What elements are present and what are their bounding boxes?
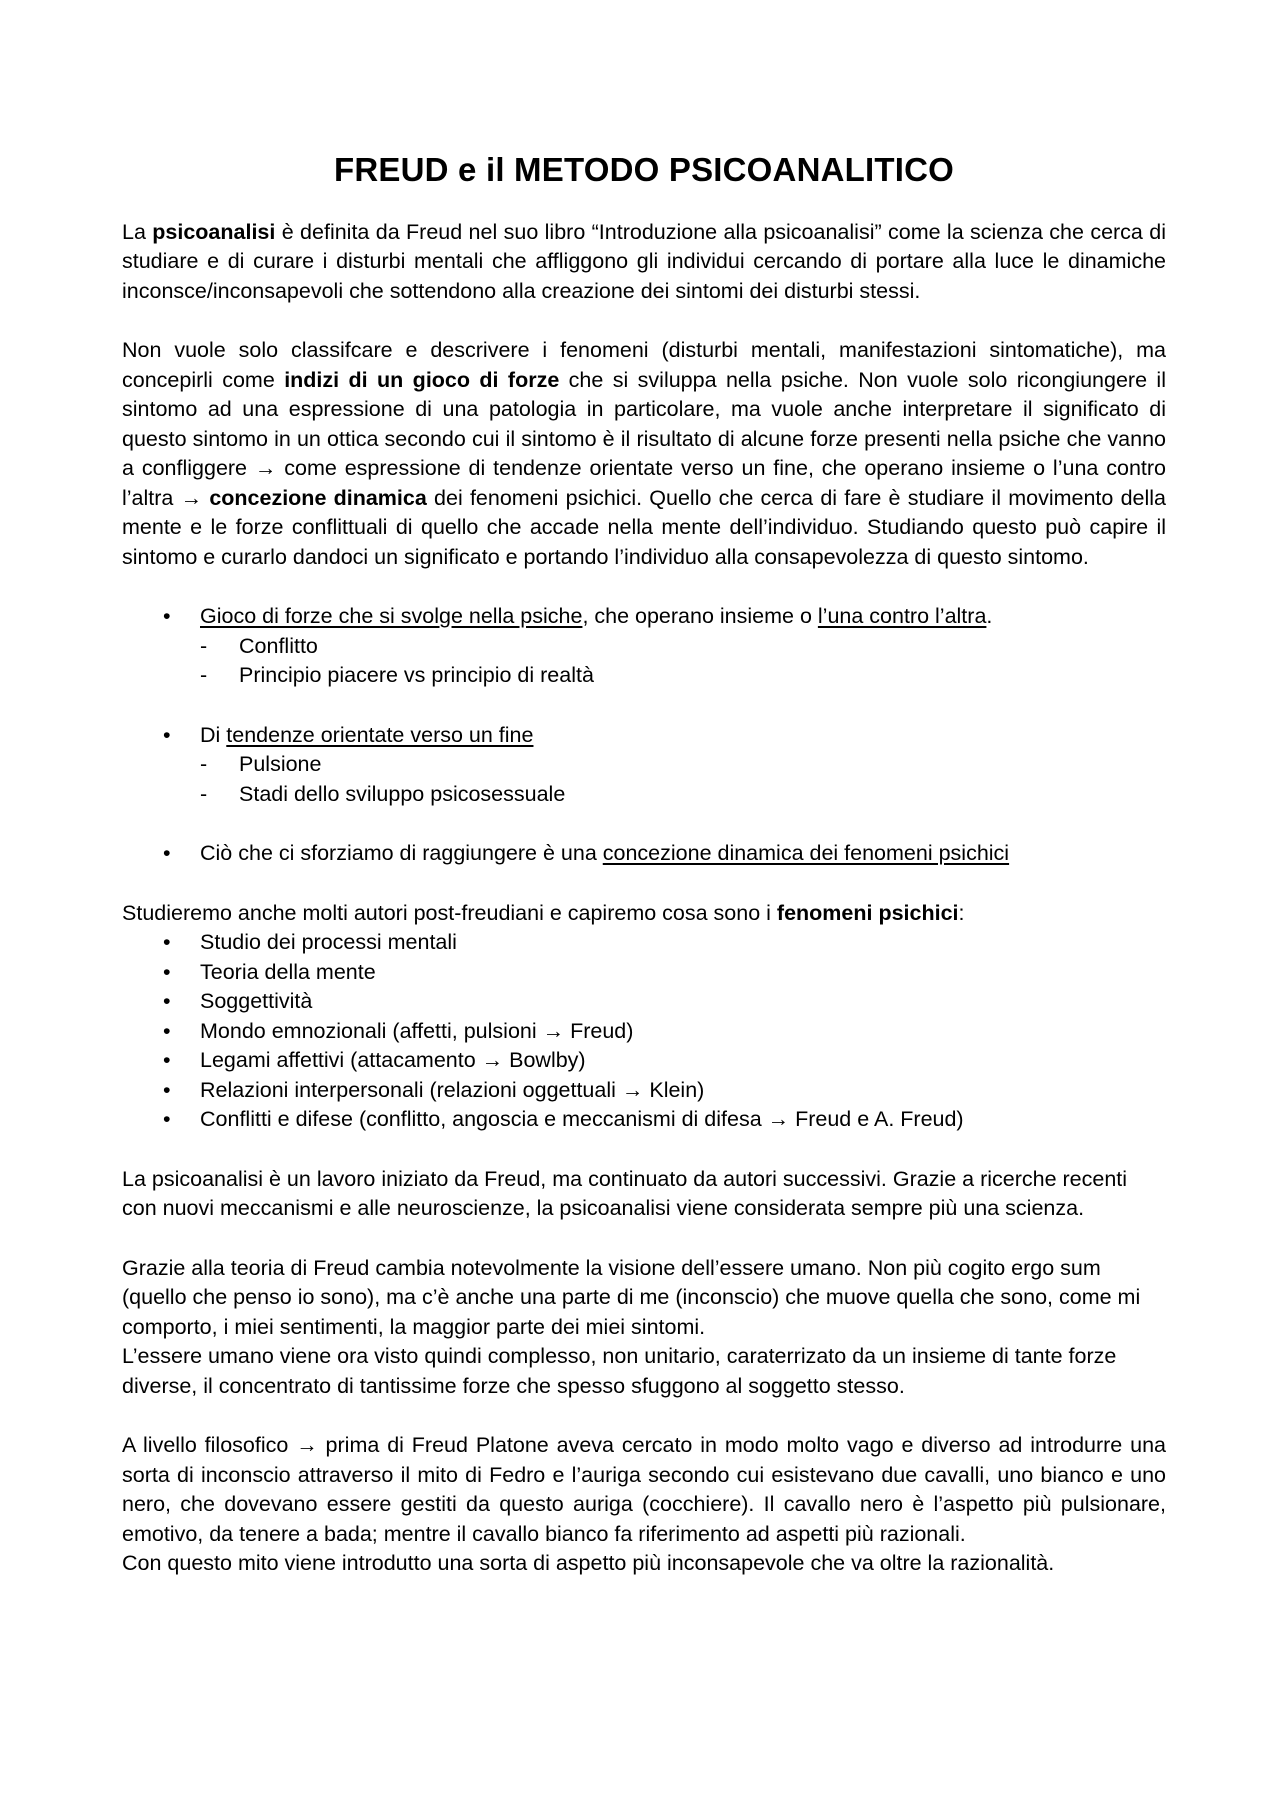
paragraph-authors: [122, 899, 1166, 929]
list-item: • Studio dei processi mentali: [122, 928, 1166, 958]
list-item: • Soggettività: [122, 987, 1166, 1017]
bullet-list-forces: [122, 602, 1166, 691]
bold-term: indizi di un gioco di forze: [284, 367, 560, 392]
text: .: [986, 604, 993, 629]
text: Di: [200, 722, 227, 747]
list-item: • Legami affettivi (attacamento → Bowlby): [122, 1046, 1166, 1076]
text: Non vuole solo classifcare e descrivere i fenomeni (disturbi mentali, manifestazioni sintomatiche), ma concepirli come: [122, 338, 1166, 392]
underlined-text: tendenze orientate verso un fine: [226, 722, 534, 747]
list-item: [122, 721, 1166, 810]
text: è definita da Freud nel suo libro “Introduzione alla psicoanalisi” come la scienza che cerca di studiare e di curare i disturbi mentali che affliggono gli individui cercando di portare alla luce le dinamiche inconsce/inconsapevoli che sottendono alla creazione dei sintomi dei disturbi stessi.: [122, 219, 1166, 303]
paragraph-definition: [122, 218, 1166, 307]
underlined-text: Gioco di forze che si svolge nella psiche: [200, 604, 583, 629]
list-item: [122, 602, 1166, 691]
text: Ciò che ci sforziamo di raggiungere è una: [200, 841, 603, 866]
list-item: • Conflitti e difese (conflitto, angoscia e meccanismi di difesa → Freud e A. Freud): [122, 1105, 1166, 1135]
page-title: FREUD e il METODO PSICOANALITICO: [334, 151, 954, 188]
sub-list-item: - Principio piacere vs principio di realtà: [200, 661, 1166, 691]
paragraph-myth: Con questo mito viene introdutto una sorta di aspetto più inconsapevole che va oltre la razionalità.: [122, 1551, 1055, 1576]
bullet-list-topics: [122, 928, 1166, 1135]
text: :: [958, 900, 965, 925]
spacer: [122, 572, 1166, 602]
sub-list: [200, 632, 1166, 691]
sub-list-item: - Conflitto: [200, 632, 1166, 662]
spacer: [122, 869, 1166, 899]
text: La: [122, 219, 153, 244]
sub-list: [200, 750, 1166, 809]
text: , che operano insieme o: [582, 604, 818, 629]
underlined-text: l’una contro l’altra: [817, 604, 987, 629]
bold-term: psicoanalisi: [152, 219, 276, 244]
list-item: • Teoria della mente: [122, 958, 1166, 988]
text: Studieremo anche molti autori post-freudiani e capiremo cosa sono i: [122, 900, 777, 925]
spacer: [122, 1224, 1166, 1254]
bold-term: concezione dinamica: [209, 485, 427, 510]
sub-list-item: - Pulsione: [200, 750, 1166, 780]
spacer: [122, 809, 1166, 839]
spacer: [122, 1401, 1166, 1431]
list-item: • Relazioni interpersonali (relazioni oggettuali → Klein): [122, 1076, 1166, 1106]
bullet-list-tendencies: [122, 721, 1166, 810]
paragraph-complexity: L’essere umano viene ora visto quindi complesso, non unitario, caraterrizato da un insieme di tante forze diverse, il concentrato di tantissime forze che spesso sfuggono al soggetto stesso.: [122, 1344, 1117, 1398]
paragraph-forces: [122, 336, 1166, 572]
spacer: [122, 1135, 1166, 1165]
spacer: [122, 306, 1166, 336]
spacer: [122, 691, 1166, 721]
bullet-list-goal: [122, 839, 1166, 869]
sub-list-item: - Stadi dello sviluppo psicosessuale: [200, 780, 1166, 810]
paragraph-human-vision: Grazie alla teoria di Freud cambia notevolmente la visione dell’essere umano. Non più cogito ergo sum (quello che penso io sono), ma c’è anche una parte di me (inconscio) che muove quella che sono, come mi comporto, i miei sentimenti, la maggior parte dei miei sintomi.: [122, 1255, 1141, 1339]
document-page: [122, 150, 1166, 1579]
bold-term: fenomeni psichici: [776, 900, 959, 925]
text: che si sviluppa nella psiche. Non vuole solo ricongiungere il sintomo ad una espressione di una patologia in particolare, ma vuole anche interpretare il significato di questo sintomo in un ottica secondo cui il sintomo è il risultato di alcune forze presenti nella psiche che vanno a confliggere → come espressione di tendenze orientate verso un fine, che operano insieme o l’una contro l’altra →: [122, 367, 1166, 510]
list-item: [122, 839, 1166, 869]
paragraph-continuation: La psicoanalisi è un lavoro iniziato da Freud, ma continuato da autori successivi. Grazie a ricerche recenti con nuovi meccanismi e alle neuroscienze, la psicoanalisi viene considerata sempre più una scienza.: [122, 1166, 1128, 1221]
text: dei fenomeni psichici. Quello che cerca di fare è studiare il movimento della mente e le forze conflittuali di quello che accade nella mente dell’individuo. Studiando questo può capire il sintomo e curarlo dandoci un significato e portando l’individuo alla consapevolezza di questo sintomo.: [122, 485, 1166, 569]
paragraph-philosophy: A livello filosofico → prima di Freud Platone aveva cercato in modo molto vago e diverso ad introdurre una sorta di inconscio attraverso il mito di Fedro e l’auriga secondo cui esistevano due cavalli, uno bianco e uno nero, che dovevano essere gestiti da questo auriga (cocchiere). Il cavallo nero è l’aspetto più pulsionare, emotivo, da tenere a bada; mentre il cavallo bianco fa riferimento ad aspetti più razionali.: [122, 1433, 1166, 1546]
list-item: • Mondo emnozionali (affetti, pulsioni → Freud): [122, 1017, 1166, 1047]
underlined-text: concezione dinamica dei fenomeni psichici: [602, 841, 1010, 866]
